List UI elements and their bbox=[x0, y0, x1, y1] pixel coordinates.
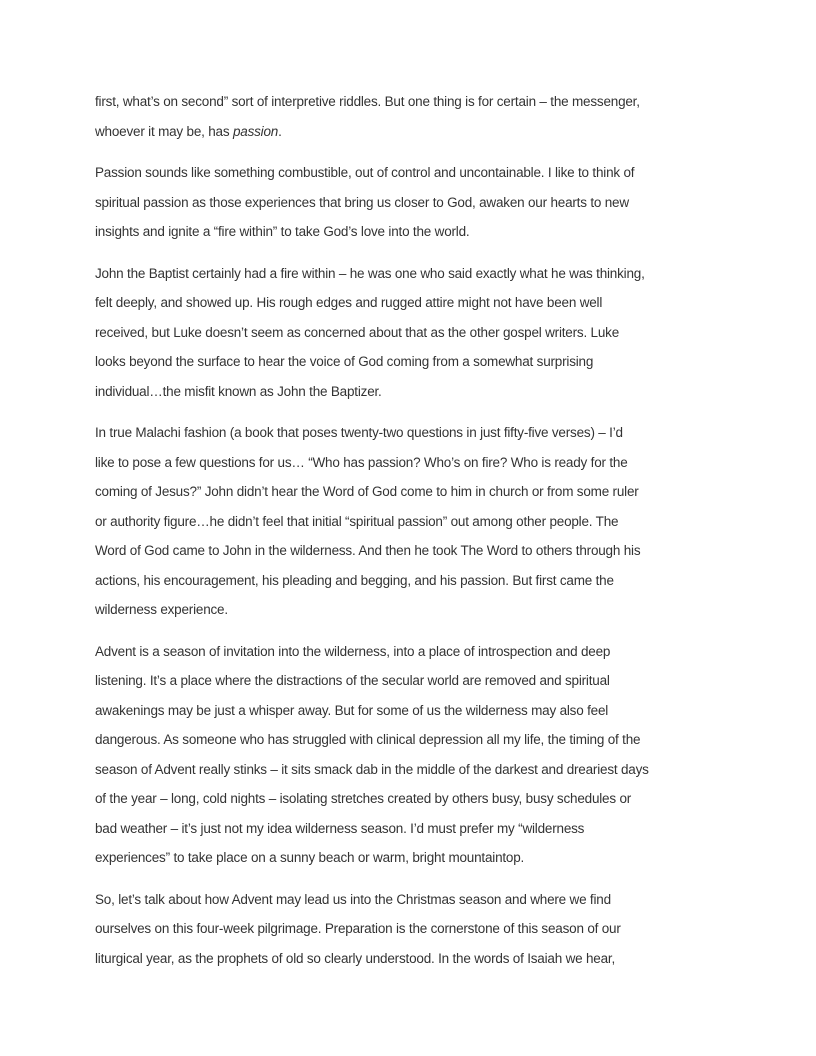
text-line bbox=[95, 944, 727, 974]
text-line bbox=[95, 318, 727, 348]
text-run: spiritual passion as those experiences that bring us closer to God, awaken our hearts to new bbox=[95, 194, 629, 210]
text-run: looks beyond the surface to hear the voice of God coming from a somewhat surprising bbox=[95, 354, 594, 369]
text-run: Passion sounds like something combustible, out of control and uncontainable. I like to think of bbox=[95, 165, 635, 180]
text-line bbox=[95, 217, 727, 247]
text-line bbox=[95, 914, 727, 944]
text-run: In true Malachi fashion (a book that poses twenty-two questions in just fifty-five verses) – I’d bbox=[95, 425, 623, 440]
text-run: listening. It’s a place where the distractions of the secular world are removed and spiritual bbox=[95, 673, 610, 688]
text-line bbox=[95, 377, 727, 407]
text-run: actions, his encouragement, his pleading and begging, and his passion. But first came the bbox=[95, 572, 614, 588]
text-line bbox=[95, 288, 727, 318]
text-run: insights and ignite a “fire within” to take God’s love into the world. bbox=[95, 224, 470, 239]
text-run: coming of Jesus?” John didn’t hear the Word of God come to him in church or from some ruler bbox=[95, 484, 639, 499]
text-line bbox=[95, 843, 727, 873]
text-line bbox=[95, 814, 727, 844]
text-line bbox=[95, 784, 727, 814]
text-line bbox=[95, 158, 727, 188]
text-run: liturgical year, as the prophets of old so clearly understood. In the words of Isaiah we hear, bbox=[95, 950, 616, 966]
text-run: Word of God came to John in the wilderness. And then he took The Word to others through his bbox=[95, 543, 641, 558]
text-run: . bbox=[278, 123, 282, 139]
text-run: ourselves on this four-week pilgrimage. Preparation is the cornerstone of this season of our bbox=[95, 921, 621, 936]
text-line bbox=[95, 477, 727, 507]
text-run: John the Baptist certainly had a fire within – he was one who said exactly what he was thinking, bbox=[95, 265, 645, 281]
text-line bbox=[95, 347, 727, 377]
text-line bbox=[95, 536, 727, 566]
paragraph bbox=[95, 259, 727, 407]
text-run: season of Advent really stinks – it sits smack dab in the middle of the darkest and dreariest days bbox=[95, 761, 649, 777]
text-line bbox=[95, 418, 727, 448]
text-line bbox=[95, 755, 727, 785]
text-line bbox=[95, 87, 727, 117]
text-line bbox=[95, 696, 727, 726]
text-line bbox=[95, 448, 727, 478]
text-line bbox=[95, 117, 727, 147]
text-run: wilderness experience. bbox=[95, 602, 228, 617]
paragraph bbox=[95, 885, 727, 974]
text-line bbox=[95, 637, 727, 667]
text-run: Advent is a season of invitation into the wilderness, into a place of introspection and deep bbox=[95, 643, 611, 659]
text-run: or authority figure…he didn’t feel that initial “spiritual passion” out among other people. The bbox=[95, 513, 619, 529]
text-run: felt deeply, and showed up. His rough edges and rugged attire might not have been well bbox=[95, 295, 603, 310]
text-run: awakenings may be just a whisper away. But for some of us the wilderness may also feel bbox=[95, 702, 609, 718]
text-run: experiences” to take place on a sunny beach or warm, bright mountaintop. bbox=[95, 850, 525, 865]
paragraph bbox=[95, 87, 727, 146]
text-run: So, let’s talk about how Advent may lead us into the Christmas season and where we find bbox=[95, 891, 611, 907]
text-line bbox=[95, 507, 727, 537]
paragraph bbox=[95, 418, 727, 625]
text-line bbox=[95, 566, 727, 596]
text-run: of the year – long, cold nights – isolating stretches created by others busy, busy schedules or bbox=[95, 791, 632, 806]
text-line bbox=[95, 725, 727, 755]
text-run: first, what’s on second” sort of interpretive riddles. But one thing is for certain – the messenger, bbox=[95, 94, 640, 109]
text-run: individual…the misfit known as John the Baptizer. bbox=[95, 383, 382, 399]
text-run: like to pose a few questions for us… “Who has passion? Who’s on fire? Who is ready for the bbox=[95, 454, 628, 470]
text-run: received, but Luke doesn’t seem as concerned about that as the other gospel writers. Luke bbox=[95, 324, 620, 340]
text-line bbox=[95, 885, 727, 915]
text-line bbox=[95, 188, 727, 218]
paragraph bbox=[95, 158, 727, 247]
document-body bbox=[95, 87, 727, 985]
text-line bbox=[95, 595, 727, 625]
text-run: dangerous. As someone who has struggled with clinical depression all my life, the timing of the bbox=[95, 732, 641, 747]
text-line bbox=[95, 259, 727, 289]
paragraph bbox=[95, 637, 727, 873]
italic-text-run: passion bbox=[232, 123, 279, 139]
text-run: bad weather – it’s just not my idea wilderness season. I’d must prefer my “wilderness bbox=[95, 820, 585, 836]
text-run: whoever it may be, has bbox=[95, 123, 233, 139]
text-line bbox=[95, 666, 727, 696]
